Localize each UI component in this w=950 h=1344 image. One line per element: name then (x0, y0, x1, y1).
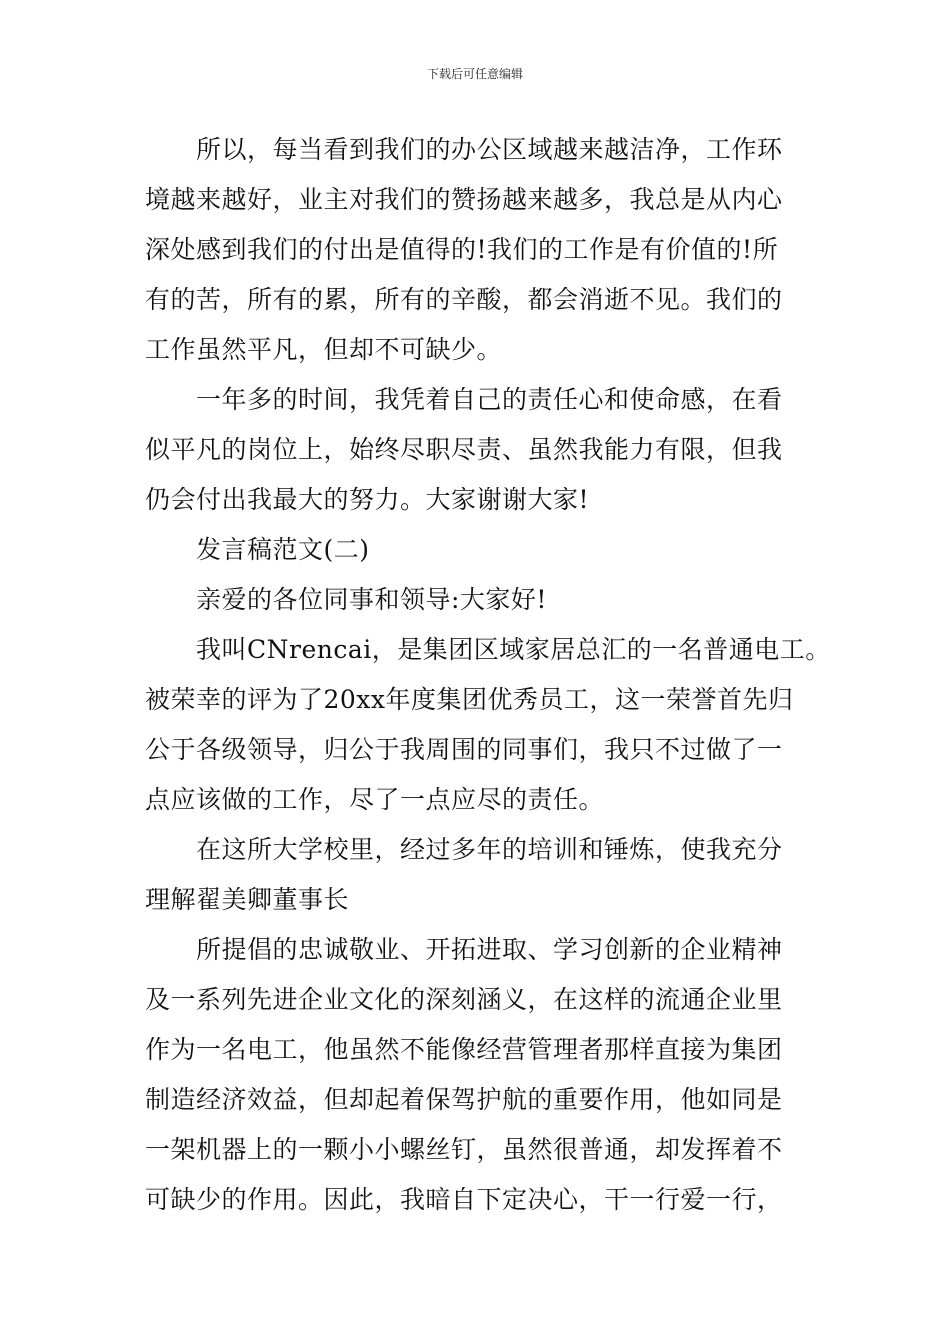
text-line: 仍会付出我最大的努力。大家谢谢大家! (145, 485, 590, 514)
text-line: 点应该做的工作，尽了一点应尽的责任。 (145, 785, 605, 814)
text-line: 我叫CNrencai，是集团区域家居总汇的一名普通电工。 (196, 635, 831, 664)
salutation: 亲爱的各位同事和领导:大家好! (196, 585, 547, 614)
text-line: 在这所大学校里，经过多年的培训和锤炼，使我充分 (196, 835, 783, 864)
section-heading: 发言稿范文(二) (196, 535, 370, 564)
text-line: 工作虽然平凡，但却不可缺少。 (145, 335, 503, 364)
page-header: 下载后可任意编辑 (426, 67, 523, 81)
text-line: 被荣幸的评为了20xx年度集团优秀员工，这一荣誉首先归 (145, 685, 794, 714)
text-line: 理解翟美卿董事长 (145, 885, 350, 914)
text-line: 所提倡的忠诚敬业、开拓进取、学习创新的企业精神 (196, 935, 783, 964)
text-line: 境越来越好，业主对我们的赞扬越来越多，我总是从内心 (145, 185, 783, 214)
text-line: 可缺少的作用。因此，我暗自下定决心，干一行爱一行， (145, 1185, 783, 1214)
text-line: 有的苦，所有的累，所有的辛酸，都会消逝不见。我们的 (145, 285, 783, 314)
text-line: 一架机器上的一颗小小螺丝钉，虽然很普通，却发挥着不 (145, 1135, 783, 1164)
text-line: 一年多的时间，我凭着自己的责任心和使命感，在看 (196, 385, 783, 414)
text-line: 制造经济效益，但却起着保驾护航的重要作用，他如同是 (145, 1085, 783, 1114)
text-line: 作为一名电工，他虽然不能像经营管理者那样直接为集团 (145, 1035, 783, 1064)
document-body (145, 125, 831, 1225)
text-line: 似平凡的岗位上，始终尽职尽责、虽然我能力有限，但我 (145, 435, 783, 464)
text-line: 公于各级领导，归公于我周围的同事们，我只不过做了一 (145, 735, 783, 764)
text-line: 所以，每当看到我们的办公区域越来越洁净，工作环 (196, 135, 783, 164)
text-line: 深处感到我们的付出是值得的!我们的工作是有价值的!所 (145, 235, 779, 264)
text-line: 及一系列先进企业文化的深刻涵义，在这样的流通企业里 (145, 985, 783, 1014)
